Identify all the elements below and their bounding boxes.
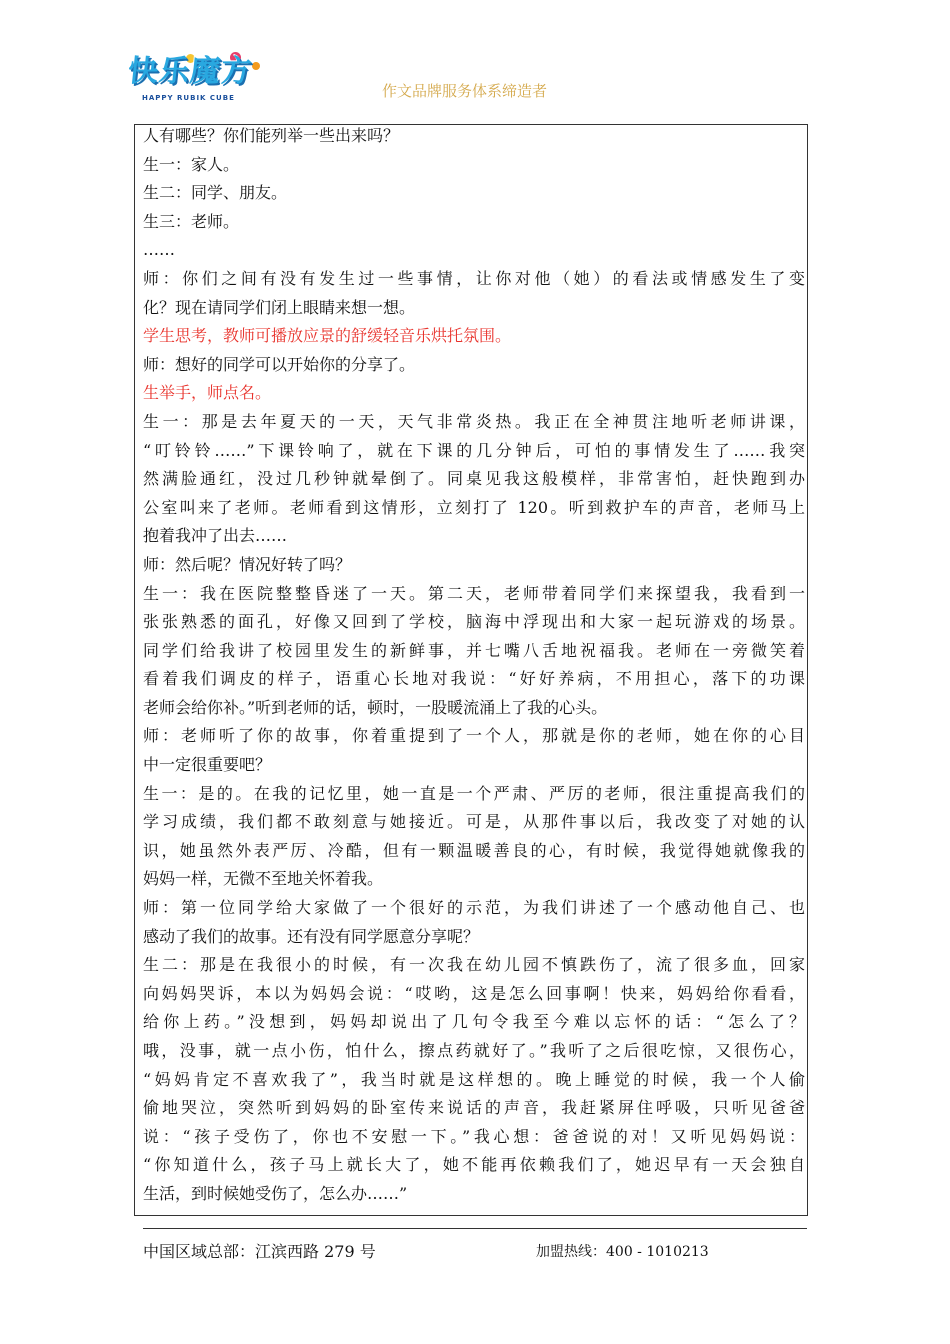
transcript-line: 看着我们调皮的样子，语重心长地对我说：“好好养病，不用担心，落下的功课 [143, 669, 805, 689]
transcript-line: 师：第一位同学给大家做了一个很好的示范，为我们讲述了一个感动他自己、也 [143, 898, 805, 918]
transcript-line: 然满脸通红，没过几秒钟就晕倒了。同桌见我这般模样，非常害怕，赶快跑到办 [143, 469, 805, 489]
transcript-line: …… [143, 240, 175, 260]
transcript-line: 生三：老师。 [143, 211, 240, 231]
transcript-line: “你知道什么，孩子马上就长大了，她不能再依赖我们了，她迟早有一天会独自 [143, 1155, 805, 1175]
footer-hotline: 加盟热线：400 - 1010213 [536, 1244, 709, 1260]
transcript-line: 师：想好的同学可以开始你的分享了。 [143, 354, 416, 374]
transcript-line: 偷地哭泣，突然听到妈妈的卧室传来说话的声音，我赶紧屏住呼吸，只听见爸爸 [143, 1098, 805, 1118]
logo-text: 快乐魔方 [126, 54, 254, 89]
transcript-line: 向妈妈哭诉，本以为妈妈会说：“哎哟，这是怎么回事啊！快来，妈妈给你看看， [143, 983, 805, 1003]
transcript-line: 张张熟悉的面孔，好像又回到了学校，脑海中浮现出和大家一起玩游戏的场景。 [143, 612, 805, 632]
stage-direction-line: 学生思考，教师可播放应景的舒缓轻音乐烘托氛围。 [143, 326, 512, 346]
transcript-line: 给你上药。”没想到，妈妈却说出了几句令我至今难以忘怀的话：“怎么了？ [143, 1012, 805, 1032]
transcript-line: 师：你们之间有没有发生过一些事情，让你对他（她）的看法或情感发生了变 [143, 268, 805, 288]
stage-direction-line: 生举手，师点名。 [143, 383, 272, 403]
transcript-line: 生二：那是在我很小的时候，有一次我在幼儿园不慎跌伤了，流了很多血，回家 [143, 955, 805, 975]
transcript-line: 抱着我冲了出去…… [143, 526, 288, 546]
transcript-line: 哦，没事，就一点小伤，怕什么，擦点药就好了。”我听了之后很吃惊，又很伤心， [143, 1041, 805, 1060]
transcript-line: 师：然后呢？情况好转了吗？ [143, 554, 352, 574]
transcript-line: 感动了我们的故事。还有没有同学愿意分享呢？ [143, 926, 480, 946]
brand-logo [128, 52, 264, 104]
transcript-line: 公室叫来了老师。老师看到这情形，立刻打了 120。听到救护车的声音，老师马上 [143, 497, 805, 517]
transcript-line: 同学们给我讲了校园里发生的新鲜事，并七嘴八舌地祝福我。老师在一旁微笑着 [143, 640, 805, 660]
transcript-line: 说：“孩子受伤了，你也不安慰一下。”我心想：爸爸说的对！又听见妈妈说： [143, 1126, 805, 1146]
transcript-line: 妈妈一样，无微不至地关怀着我。 [143, 869, 384, 889]
transcript-line: 生一：是的。在我的记忆里，她一直是一个严肃、严厉的老师，很注重提高我们的 [143, 783, 805, 803]
transcript-line: 学习成绩，我们都不敢刻意与她接近。可是，从那件事以后，我改变了对她的认 [143, 812, 805, 832]
footer-divider [143, 1228, 807, 1229]
transcript-line: 人有哪些？你们能列举一些出来吗？ [143, 126, 400, 145]
transcript-line: 生一：那是去年夏天的一天，天气非常炎热。我正在全神贯注地听老师讲课， [143, 411, 805, 431]
transcript-line: 生一：我在医院整整昏迷了一天。第二天，老师带着同学们来探望我，我看到一 [143, 583, 805, 603]
transcript-line: 师：老师听了你的故事，你着重提到了一个人，那就是你的老师，她在你的心目 [143, 726, 805, 746]
transcript-line: 化？现在请同学们闭上眼睛来想一想。 [143, 297, 416, 317]
lesson-transcript [143, 122, 805, 1209]
transcript-line: 生活，到时候她受伤了，怎么办……” [143, 1183, 408, 1203]
transcript-line: 生一：家人。 [143, 154, 240, 174]
transcript-line: 生二：同学、朋友。 [143, 183, 288, 203]
transcript-line: 识，她虽然外表严厉、冷酷，但有一颗温暖善良的心，有时候，我觉得她就像我的 [143, 840, 805, 860]
transcript-line: “妈妈肯定不喜欢我了”，我当时就是这样想的。晚上睡觉的时候，我一个人偷 [143, 1069, 805, 1089]
transcript-line: 老师会给你补。”听到老师的话，顿时，一股暖流涌上了我的心头。 [143, 697, 608, 717]
logo-subtitle: HAPPY RUBIK CUBE [142, 94, 235, 102]
footer-address: 中国区域总部：江滨西路 279 号 [143, 1242, 376, 1261]
transcript-line: “叮铃铃……”下课铃响了，就在下课的几分钟后，可怕的事情发生了……我突 [143, 440, 805, 460]
header-slogan: 作文品牌服务体系缔造者 [382, 82, 548, 100]
transcript-line: 中一定很重要吧？ [143, 755, 272, 775]
